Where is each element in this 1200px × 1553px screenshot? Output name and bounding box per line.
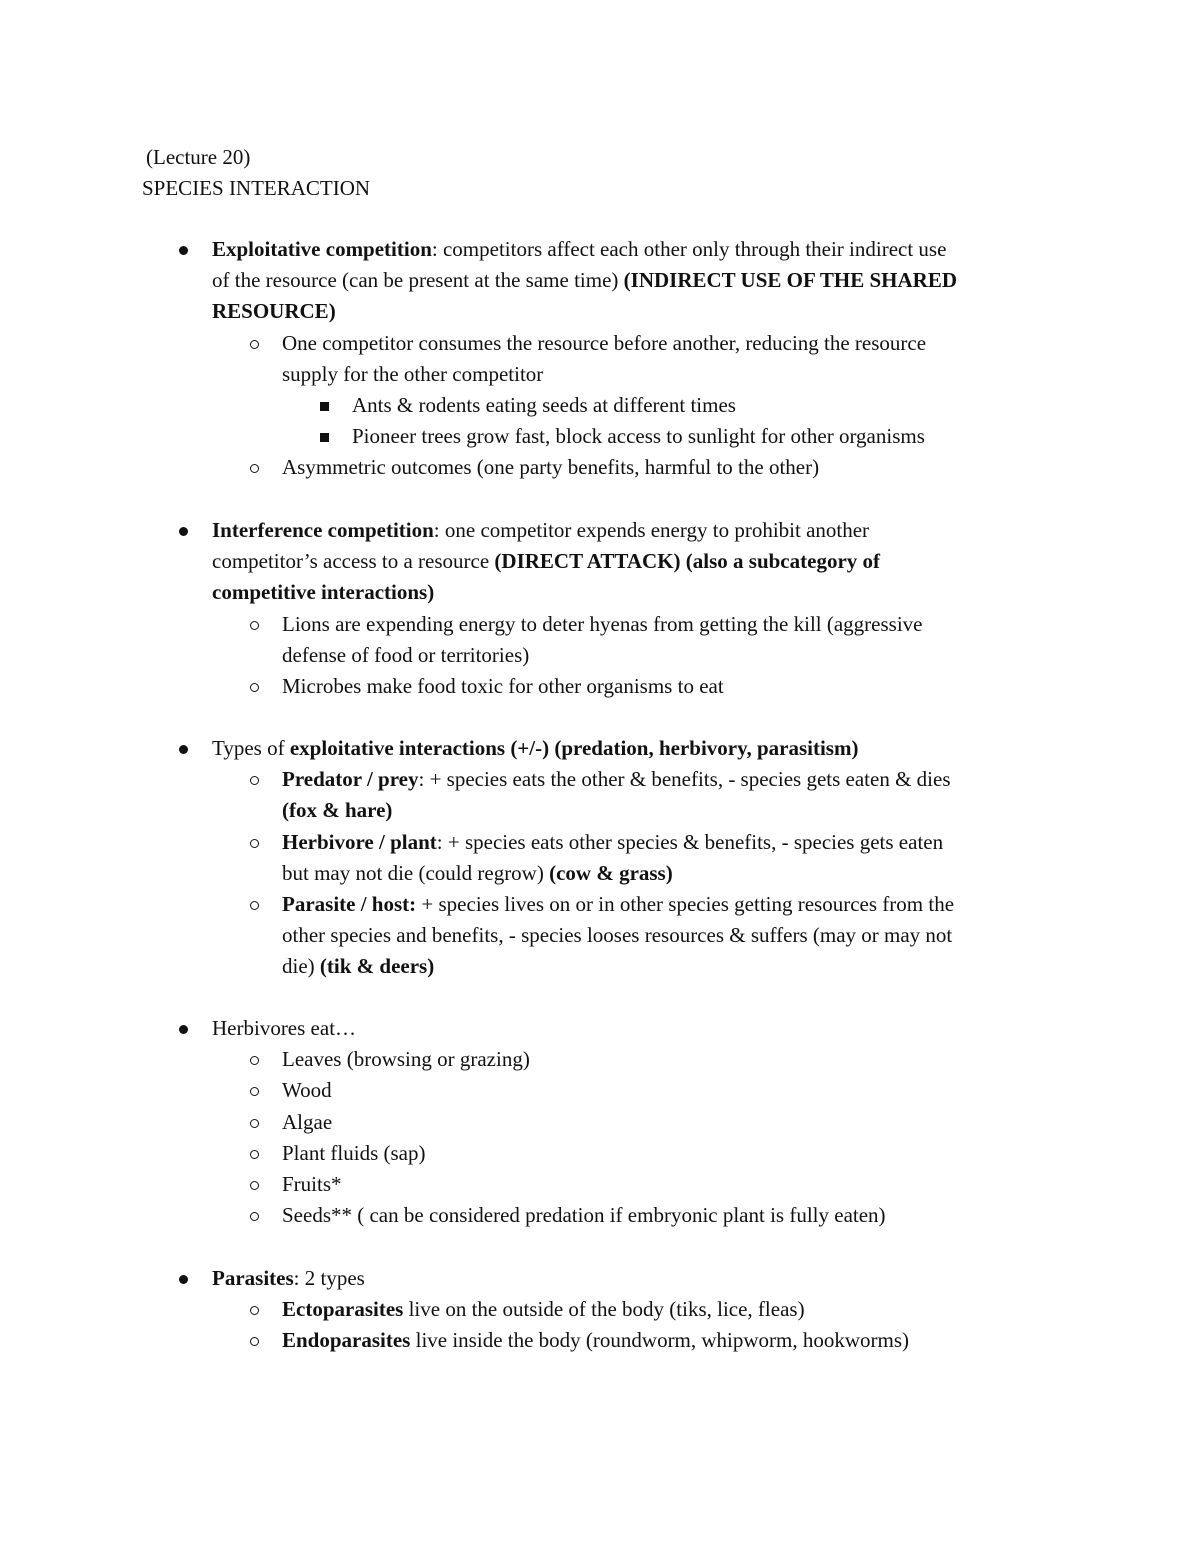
section-herbivores: [0, 1013, 1200, 1231]
bullet-circle-icon: [250, 776, 259, 785]
bullet-disc-icon: [179, 745, 188, 754]
item-text: competitor’s access to a resource: [212, 549, 495, 574]
sub-list-item-continuation: [0, 858, 1200, 889]
sub-list-item: [0, 1325, 1200, 1356]
item-text: Fruits*: [282, 1171, 342, 1196]
list-item: [0, 1263, 1200, 1294]
item-text: live inside the body (roundworm, whipworm, hookworms): [410, 1328, 910, 1353]
item-text: Microbes make food toxic for other organisms to eat: [282, 673, 724, 698]
bullet-circle-icon: [250, 1087, 259, 1096]
item-text: Wood: [282, 1078, 332, 1103]
term-parasite-host: Parasite / host:: [282, 891, 417, 916]
bullet-square-icon: [320, 402, 329, 411]
item-emphasis: RESOURCE): [212, 299, 336, 324]
item-emphasis: (cow & grass): [549, 860, 673, 885]
term-herbivore-plant: Herbivore / plant: [282, 829, 437, 854]
term-endoparasites: Endoparasites: [282, 1328, 411, 1353]
item-text: : competitors affect each other only through their indirect use: [431, 237, 947, 261]
item-text: but may not die (could regrow): [282, 860, 550, 885]
sub-list-item: [0, 1107, 1200, 1138]
sub-list-item: [0, 1075, 1200, 1106]
sub-list-item: [0, 671, 1200, 702]
section-exploitative-competition: [0, 234, 1200, 484]
item-text: + species lives on or in other species getting resources from the: [416, 891, 955, 916]
bullet-circle-icon: [250, 683, 259, 692]
sub-list-item: [0, 1044, 1200, 1075]
list-item-continuation: [0, 546, 1200, 577]
sub-list-item-continuation: [0, 951, 1200, 982]
item-text: Pioneer trees grow fast, block access to sunlight for other organisms: [352, 424, 925, 449]
sub-list-item: [0, 1169, 1200, 1200]
bullet-disc-icon: [179, 246, 188, 255]
item-text: : + species eats the other & benefits, - species gets eaten & dies: [418, 767, 951, 792]
bullet-circle-icon: [250, 621, 259, 630]
document-header: [142, 142, 370, 204]
item-text: Ants & rodents eating seeds at different times: [352, 392, 736, 417]
list-item-continuation: [0, 296, 1200, 327]
item-emphasis: exploitative interactions (+/-) (predation, herbivory, parasitism): [289, 736, 859, 760]
bullet-circle-icon: [250, 1212, 259, 1221]
bullet-circle-icon: [250, 1150, 259, 1159]
bullet-circle-icon: [250, 901, 259, 910]
sub-list-item: [0, 609, 1200, 640]
item-text: Algae: [282, 1109, 333, 1134]
bullet-disc-icon: [179, 1025, 188, 1034]
item-text: One competitor consumes the resource before another, reducing the resource: [282, 330, 927, 355]
term-ectoparasites: Ectoparasites: [282, 1297, 404, 1322]
item-emphasis: (DIRECT ATTACK) (also a subcategory of: [494, 549, 881, 574]
sub-list-item: [0, 1200, 1200, 1231]
item-text: supply for the other competitor: [282, 361, 544, 386]
term-parasites: Parasites: [212, 1266, 294, 1290]
bullet-circle-icon: [250, 1306, 259, 1315]
item-text: of the resource (can be present at the same time): [212, 268, 624, 293]
item-text: : + species eats other species & benefits, - species gets eaten: [436, 829, 944, 854]
section-exploitative-interactions: [0, 733, 1200, 983]
list-item-continuation: [0, 577, 1200, 608]
page-title: SPECIES INTERACTION: [142, 176, 371, 200]
sub-sub-list-item: [0, 390, 1200, 421]
bullet-circle-icon: [250, 1056, 259, 1065]
list-item: [0, 234, 1200, 265]
term-predator-prey: Predator / prey: [282, 767, 419, 792]
bullet-disc-icon: [179, 527, 188, 536]
sub-list-item: [0, 1294, 1200, 1325]
bullet-circle-icon: [250, 464, 259, 473]
item-text: die): [282, 954, 320, 979]
item-text: other species and benefits, - species looses resources & suffers (may or may not: [282, 923, 953, 948]
item-text: defense of food or territories): [282, 642, 530, 667]
item-text: Seeds** ( can be considered predation if embryonic plant is fully eaten): [282, 1203, 886, 1228]
list-item-continuation: [0, 265, 1200, 296]
item-text: Types of: [212, 736, 290, 760]
sub-list-item: [0, 889, 1200, 920]
sub-list-item: [0, 328, 1200, 359]
sub-list-item-continuation: [0, 795, 1200, 826]
sub-list-item: [0, 1138, 1200, 1169]
list-item: [0, 733, 1200, 764]
sub-list-item-continuation: [0, 920, 1200, 951]
sub-sub-list-item: [0, 421, 1200, 452]
item-text: Asymmetric outcomes (one party benefits, harmful to the other): [282, 455, 820, 480]
bullet-circle-icon: [250, 1337, 259, 1346]
bullet-square-icon: [320, 433, 329, 442]
term-interference-competition: Interference competition: [212, 518, 434, 542]
item-text: : 2 types: [293, 1266, 365, 1290]
item-text: Leaves (browsing or grazing): [282, 1047, 530, 1072]
sub-list-item-continuation: [0, 640, 1200, 671]
bullet-circle-icon: [250, 1181, 259, 1190]
list-item: [0, 1013, 1200, 1044]
item-text: Herbivores eat…: [212, 1016, 357, 1040]
item-emphasis: (INDIRECT USE OF THE SHARED: [623, 268, 958, 293]
item-emphasis: competitive interactions): [212, 580, 435, 605]
item-text: Lions are expending energy to deter hyenas from getting the kill (aggressive: [282, 611, 923, 636]
bullet-circle-icon: [250, 1119, 259, 1128]
item-text: Plant fluids (sap): [282, 1140, 426, 1165]
item-text: live on the outside of the body (tiks, lice, fleas): [403, 1297, 805, 1322]
item-text: : one competitor expends energy to prohibit another: [433, 518, 870, 542]
section-interference-competition: [0, 515, 1200, 702]
sub-list-item-continuation: [0, 359, 1200, 390]
item-emphasis: (fox & hare): [282, 798, 393, 823]
sub-list-item: [0, 827, 1200, 858]
sub-list-item: [0, 452, 1200, 483]
bullet-circle-icon: [250, 340, 259, 349]
section-parasites: [0, 1263, 1200, 1357]
bullet-circle-icon: [250, 839, 259, 848]
lecture-number: (Lecture 20): [146, 145, 251, 169]
sub-list-item: [0, 764, 1200, 795]
bullet-disc-icon: [179, 1275, 188, 1284]
term-exploitative-competition: Exploitative competition: [212, 237, 432, 261]
item-emphasis: (tik & deers): [319, 954, 435, 979]
list-item: [0, 515, 1200, 546]
